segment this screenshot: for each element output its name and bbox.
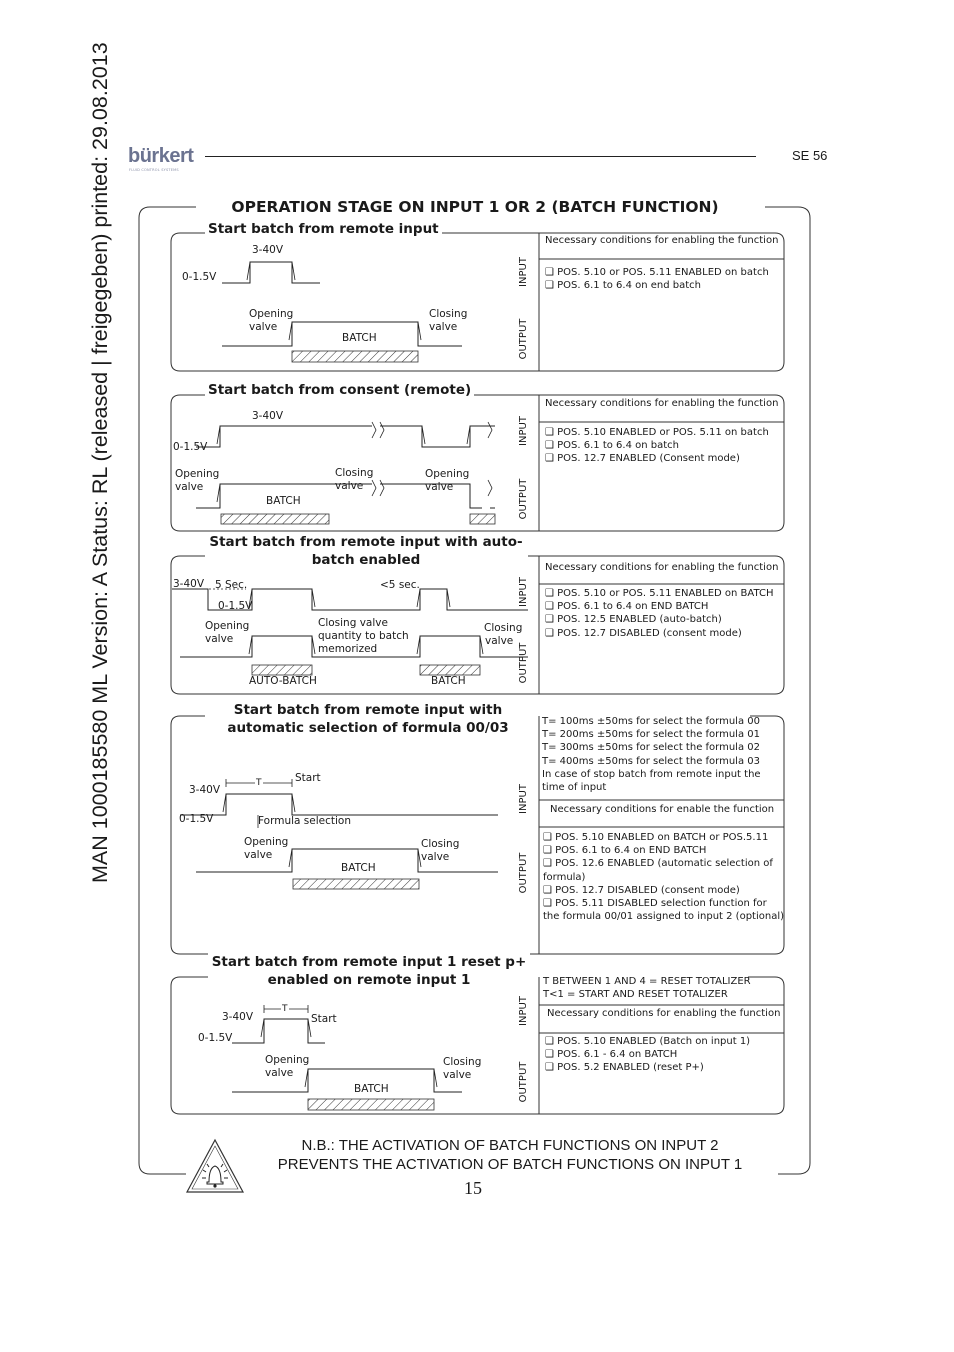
logo-subtitle: FLUID CONTROL SYSTEMS [129,168,179,172]
timing-note: T BETWEEN 1 AND 4 = RESET TOTALIZER [543,976,751,987]
input-axis-label: INPUT [518,577,529,607]
opening-label: Opening [265,1054,310,1066]
conditions-header: Necessary conditions for enabling the function [545,398,779,409]
timing-note: T= 400ms ±50ms for select the formula 03 [542,755,760,767]
condition-item: ❑ POS. 6.1 to 6.4 on END BATCH [545,601,709,613]
auto-batch-label: AUTO-BATCH [249,675,317,687]
opening-label-2: Opening [425,468,470,480]
closing-valve-label: valve [421,851,450,863]
condition-item: ❑ POS. 5.10 ENABLED on BATCH or POS.5.11 [543,832,769,843]
batch-label: BATCH [354,1083,389,1095]
section-3-title-line-1: Start batch from remote input with auto- [209,534,523,550]
five-seconds-label: 5 Sec. [215,579,248,591]
batch-label: BATCH [266,495,301,507]
opening-valve-label: valve [205,633,234,645]
section-5-title-line-2: enabled on remote input 1 [267,972,471,988]
conditions-header: Necessary conditions for enable the function [550,804,775,815]
output-axis-label: OUTPUT [518,852,529,894]
formula-selection-label: Formula selection [258,815,351,827]
voltage-low-label: 0-1.5V [198,1032,233,1044]
conditions-header: Necessary conditions for enabling the function [545,562,779,573]
batch-label: BATCH [342,332,377,344]
conditions-list [545,1035,781,1075]
section-2-title: Start batch from consent (remote) [205,381,474,399]
start-label: Start [311,1013,337,1025]
input-axis-label: INPUT [518,996,529,1026]
under-five-seconds-label: <5 sec. [380,579,420,591]
condition-item: ❑ POS. 5.2 ENABLED (reset P+) [545,1062,704,1074]
t-duration-label: T [256,778,262,788]
opening-label: Opening [175,468,220,480]
batch-label: BATCH [431,675,466,687]
start-label: Start [295,772,321,784]
timing-note: In case of stop batch from remote input the time of input [542,768,761,794]
opening-valve-label: valve [244,849,273,861]
opening-label: Opening [249,308,294,320]
opening-valve-label: valve [175,481,204,493]
opening-label: Opening [244,836,289,848]
condition-item: ❑ POS. 5.11 DISABLED selection function for the formula 00/01 assigned to input 2 (optional) [543,898,785,923]
closing-label: Closing [421,838,460,850]
closing-valve-label: valve [429,321,458,333]
output-axis-label: OUTPUT [518,318,529,360]
opening-valve-label: valve [265,1067,294,1079]
closing-valve-memo-line-2: quantity to batch [318,630,409,642]
section-5-title-line-1: Start batch from remote input 1 reset p+ [211,954,527,970]
closing-valve-memo-line-3: memorized [318,643,378,655]
closing-label: Closing [429,308,468,320]
input-axis-label: INPUT [518,416,529,446]
section-3-title-line-2: batch enabled [311,552,421,568]
closing-valve-label: valve [335,480,364,492]
condition-item: ❑ POS. 6.1 to 6.4 on batch [545,440,679,452]
condition-item: ❑ POS. 12.7 ENABLED (Consent mode) [545,453,740,465]
condition-item: ❑ POS. 5.10 or POS. 5.11 ENABLED on batch [545,267,769,278]
conditions-header: Necessary conditions for enabling the function [547,1008,781,1019]
timing-note: T= 300ms ±50ms for select the formula 02 [542,742,760,754]
condition-item: ❑ POS. 5.10 ENABLED (Batch on input 1) [545,1036,751,1047]
condition-item: ❑ POS. 6.1 to 6.4 on END BATCH [543,845,707,857]
input-axis-label: INPUT [518,257,529,287]
note-line-1: N.B.: THE ACTIVATION OF BATCH FUNCTIONS ON INPUT 2 [301,1137,719,1154]
closing-label: Closing [335,467,374,479]
closing-valve-label: valve [443,1069,472,1081]
opening-valve-label: valve [249,321,278,333]
condition-item: ❑ POS. 12.5 ENABLED (auto-batch) [545,614,722,626]
batch-input-note [230,1136,790,1174]
voltage-low-label: 0-1.5V [182,271,217,283]
document-status-stamp: MAN 1000185580 ML Version: A Status: RL (released | freigegeben) printed: 29.08.2013 [88,42,112,883]
closing-valve-memo-line-1: Closing valve [318,617,388,629]
condition-item: ❑ POS. 12.6 ENABLED (automatic selection of formula) [543,858,773,883]
voltage-low-label: 0-1.5V [218,600,253,612]
voltage-high-label: 3-40V [222,1011,254,1023]
condition-item: ❑ POS. 12.7 DISABLED (consent mode) [545,627,742,639]
voltage-high-label: 3-40V [252,244,284,256]
batch-label: BATCH [341,862,376,874]
closing-valve-label: valve [485,635,514,647]
voltage-high-label: 3-40V [252,410,284,422]
opening-valve-label-2: valve [425,481,454,493]
opening-label: Opening [205,620,250,632]
section-4-title-line-2: automatic selection of formula 00/03 [227,720,509,736]
voltage-low-label: 0-1.5V [179,813,214,825]
conditions-header: Necessary conditions for enabling the function [545,235,779,246]
page-number: 15 [464,1178,482,1198]
voltage-low-label: 0-1.5V [173,441,208,453]
t-duration-label: T [282,1004,288,1014]
input-axis-label: INPUT [518,784,529,814]
timing-note: T= 100ms ±50ms for select the formula 00 [542,716,760,727]
note-line-2: PREVENTS THE ACTIVATION OF BATCH FUNCTIONS ON INPUT 1 [277,1156,743,1173]
condition-item: ❑ POS. 5.10 or POS. 5.11 ENABLED on BATCH [545,588,774,599]
page-title: OPERATION STAGE ON INPUT 1 OR 2 (BATCH FUNCTION) [231,198,719,216]
condition-item: ❑ POS. 5.10 ENABLED or POS. 5.11 on batch [545,427,769,438]
closing-label: Closing [443,1056,482,1068]
closing-label: Closing [484,622,523,634]
voltage-high-label: 3-40V [173,578,205,590]
section-4-title-line-1: Start batch from remote input with [233,702,503,718]
condition-item: ❑ POS. 12.7 DISABLED (consent mode) [543,884,740,896]
condition-item: ❑ POS. 6.1 - 6.4 on BATCH [545,1049,678,1061]
output-axis-label: OUTPUT [518,642,529,684]
logo-wordmark: bürkert [128,145,194,167]
output-axis-label: OUTPUT [518,478,529,520]
section-1-title: Start batch from remote input [205,220,442,238]
timing-note: T= 200ms ±50ms for select the formula 01 [542,729,760,741]
condition-item: ❑ POS. 6.1 to 6.4 on end batch [545,280,702,292]
reset-timing-notes [543,975,781,1001]
voltage-high-label: 3-40V [189,784,221,796]
output-axis-label: OUTPUT [518,1061,529,1103]
timing-note: T<1 = START AND RESET TOTALIZER [543,989,728,1000]
document-code: SE 56 [792,148,828,163]
